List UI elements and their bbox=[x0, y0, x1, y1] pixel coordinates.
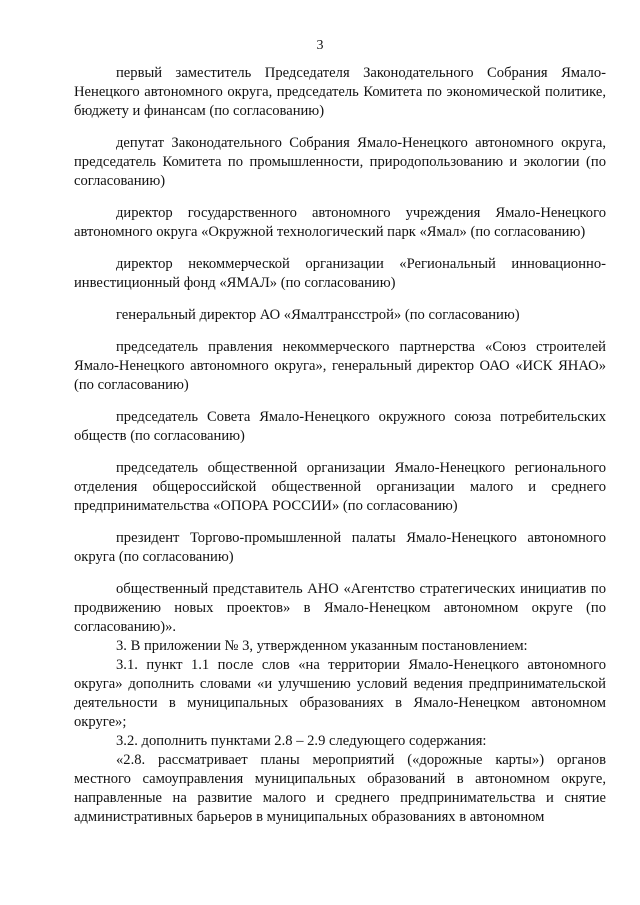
member-entry: председатель общественной организации Ямало-Ненецкого регионального отделения общероссийской общественной организации малого и среднего предпринимательства «ОПОРА РОССИИ» (по согласованию) bbox=[74, 460, 606, 514]
member-entry: генеральный директор АО «Ямалтрансстрой» (по согласованию) bbox=[116, 307, 520, 323]
member-entry: директор государственного автономного учреждения Ямало-Ненецкого автономного округа «Окружной технологический парк «Ямал» (по согласованию) bbox=[74, 205, 606, 240]
member-entry: первый заместитель Председателя Законодательного Собрания Ямало-Ненецкого автономного округа, председатель Комитета по экономической политике, бюджету и финансам (по согласованию) bbox=[74, 65, 606, 119]
member-entry: председатель Совета Ямало-Ненецкого окружного союза потребительских обществ (по согласованию) bbox=[74, 409, 606, 444]
document-body bbox=[74, 64, 606, 827]
amendment-paragraph: «2.8. рассматривает планы мероприятий («дорожные карты») органов местного самоуправления муниципальных образований в автономном округе, направленные на развитие малого и среднего предпринимательства и снятие административных барьеров в муниципальных образованиях в автономном bbox=[74, 752, 606, 825]
amendment-paragraph: 3. В приложении № 3, утвержденном указанным постановлением: bbox=[116, 638, 528, 654]
page-number: 3 bbox=[316, 38, 324, 53]
member-entry: председатель правления некоммерческого партнерства «Союз строителей Ямало-Ненецкого автономного округа», генеральный директор ОАО «ИСК ЯНАО» (по согласованию) bbox=[74, 339, 606, 393]
member-entry: депутат Законодательного Собрания Ямало-Ненецкого автономного округа, председатель Комитета по промышленности, природопользованию и экологии (по согласованию) bbox=[74, 135, 606, 189]
amendment-paragraph: 3.1. пункт 1.1 после слов «на территории Ямало-Ненецкого автономного округа» дополнить словами «и улучшению условий ведения предпринимательской деятельности в муниципальных образованиях в Ямало-Ненецком автономном округе»; bbox=[74, 657, 606, 730]
member-entry: директор некоммерческой организации «Региональный инновационно-инвестиционный фонд «ЯМАЛ» (по согласованию) bbox=[74, 256, 606, 291]
amendment-paragraph: 3.2. дополнить пунктами 2.8 – 2.9 следующего содержания: bbox=[116, 733, 487, 749]
member-entry: общественный представитель АНО «Агентство стратегических инициатив по продвижению новых проектов» в Ямало-Ненецком автономном округе (по согласованию)». bbox=[74, 581, 606, 635]
member-entry: президент Торгово-промышленной палаты Ямало-Ненецкого автономного округа (по согласованию) bbox=[74, 530, 606, 565]
